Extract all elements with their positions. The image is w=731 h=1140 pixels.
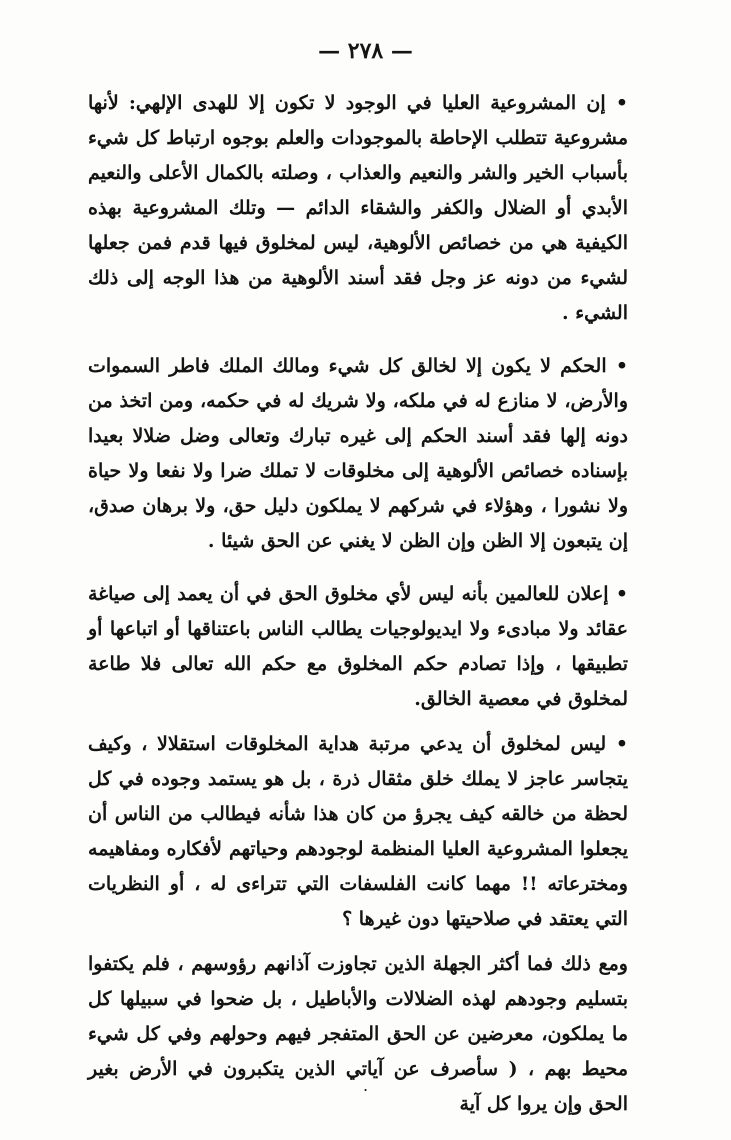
paragraph-4: • ليس لمخلوق أن يدعي مرتبة هداية المخلوقات استقلالا ، وكيف يتجاسر عاجز لا يملك خلق مثقال ذرة ، بل هو يستمد وجوده في كل لحظة من خالقه كيف يجرؤ من كان هذا شأنه فيطالب من الناس أن يجعلوا المشروعية العليا المنظمة لوجودهم وحياتهم لأفكاره ومفاهيمه ومخترعاته !! مهما كانت الفلسفات التي تتراءى له ، أو النظريات التي يعتقد في صلاحيتها دون غيرها ؟ [88, 733, 628, 930]
paragraph-5: ومع ذلك فما أكثر الجهلة الذين تجاوزت آذانهم رؤوسهم ، فلم يكتفوا بتسليم وجودهم لهذه الضلالات والأباطيل ، بل ضحوا في سبيلها كل ما يملكون، معرضين عن الحق المتفجر فيهم وحولهم وفي كل شيء محيط بهم ، ( سأصرف عن آياتي الذين يتكبرون في الأرض بغير الحق وإن يروا كل آية [88, 953, 628, 1115]
footer-mark: . [362, 1076, 369, 1095]
paragraph-1: • إن المشروعية العليا في الوجود لا تكون إلا للهدى الإلهي: لأنها مشروعية تتطلب الإحاطة بالموجودات والعلم بوجوه ارتباط كل شيء بأسباب الخير والشر والنعيم والعذاب ، وصلته بالكمال الأعلى والنعيم الأبدي أو الضلال والكفر والشقاء الدائم — وتلك المشروعية بهذه الكيفية هي من خصائص الألوهية، ليس لمخلوق فيها قدم فمن جعلها لشيء من دونه عز وجل فقد أسند الألوهية من هذا الوجه إلى ذلك الشيء . [88, 92, 628, 324]
page-body [88, 86, 628, 1140]
paragraph-3: • إعلان للعالمين بأنه ليس لأي مخلوق الحق في أن يعمد إلى صياغة عقائد ولا مبادىء ولا ايديولوجيات يطالب الناس باعتناقها أو اتباعها أو تطبيقها ، وإذا تصادم حكم المخلوق مع حكم الله تعالى فلا طاعة لمخلوق في معصية الخالق. [88, 583, 628, 710]
page-number: — ٢٧٨ — [318, 38, 413, 64]
paragraph-2: • الحكم لا يكون إلا لخالق كل شيء ومالك الملك فاطر السموات والأرض، لا منازع له في ملكه، ولا شريك له في حكمه، ومن اتخذ من دونه إلها فقد أسند الحكم إلى غيره تبارك وتعالى وضل ضلالا بعيدا بإسناده خصائص الألوهية إلى مخلوقات لا تملك ضرا ولا نفعا ولا حياة ولا نشورا ، وهؤلاء في شركهم لا يملكون دليل حق، ولا برهان صدق، إن يتبعون إلا الظن وإن الظن لا يغني عن الحق شيئا . [88, 355, 628, 552]
